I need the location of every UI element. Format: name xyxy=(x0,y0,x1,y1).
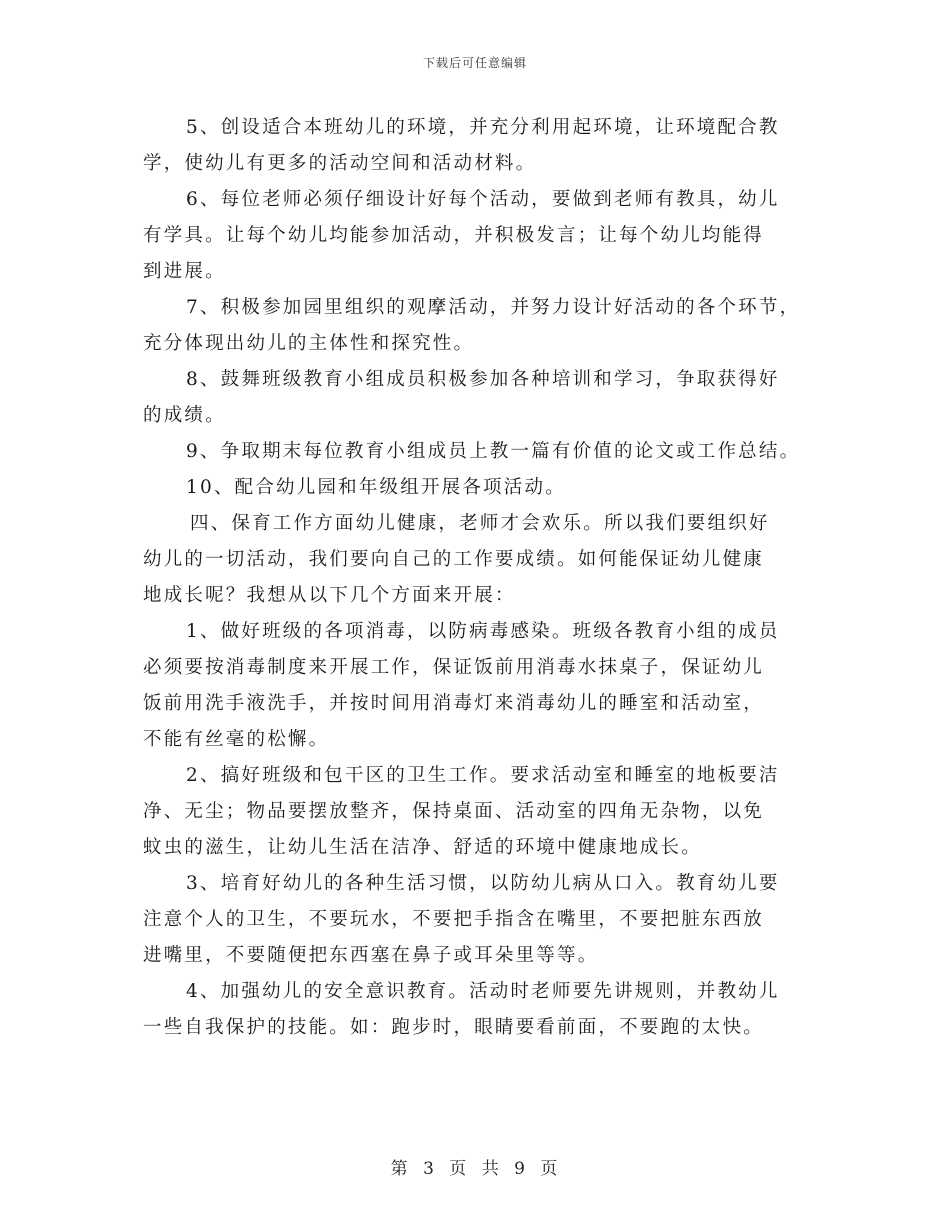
text-line: 四、保育工作方面幼儿健康，老师才会欢乐。所以我们要组织好 xyxy=(190,513,770,534)
paragraph-care-1 xyxy=(143,614,815,758)
text-line: 饭前用洗手液洗手，并按时间用消毒灯来消毒幼儿的睡室和活动室， xyxy=(143,693,765,714)
page-header-note: 下载后可任意编辑 xyxy=(422,56,527,70)
text-line: 注意个人的卫生，不要玩水，不要把手指含在嘴里，不要把脏东西放 xyxy=(143,909,765,930)
paragraph-item-6 xyxy=(143,182,815,290)
text-line: 一些自我保护的技能。如：跑步时，眼睛要看前面，不要跑的太快。 xyxy=(143,1017,765,1038)
text-line: 9、争取期末每位教育小组成员上教一篇有价值的论文或工作总结。 xyxy=(186,441,801,462)
paragraph-care-4 xyxy=(143,974,815,1046)
text-line: 蚊虫的滋生，让幼儿生活在洁净、舒适的环境中健康地成长。 xyxy=(143,837,702,858)
text-line: 4、加强幼儿的安全意识教育。活动时老师要先讲规则，并教幼儿 xyxy=(186,981,780,1002)
text-line: 不能有丝毫的松懈。 xyxy=(143,729,330,750)
text-line: 10、配合幼儿园和年级组开展各项活动。 xyxy=(186,477,566,498)
page-number-total-label: 共 xyxy=(481,1159,501,1179)
paragraph-item-7 xyxy=(143,290,815,362)
text-line: 有学具。让每个幼儿均能参加活动，并积极发言；让每个幼儿均能得 xyxy=(143,225,765,246)
document-body xyxy=(143,110,815,1046)
text-line: 的成绩。 xyxy=(143,405,226,426)
paragraph-item-8 xyxy=(143,362,815,434)
paragraph-care-3 xyxy=(143,866,815,974)
text-line: 充分体现出幼儿的主体性和探究性。 xyxy=(143,333,475,354)
page-number xyxy=(0,1154,950,1179)
text-line: 净、无尘；物品要摆放整齐，保持桌面、活动室的四角无杂物，以免 xyxy=(143,801,765,822)
text-line: 6、每位老师必须仔细设计好每个活动，要做到老师有教具，幼儿 xyxy=(186,189,780,210)
text-line: 8、鼓舞班级教育小组成员积极参加各种培训和学习，争取获得好 xyxy=(186,369,780,390)
text-line: 必须要按消毒制度来开展工作，保证饭前用消毒水抹桌子，保证幼儿 xyxy=(143,657,765,678)
text-line: 7、积极参加园里组织的观摩活动，并努力设计好活动的各个环节， xyxy=(186,297,801,318)
text-line: 3、培育好幼儿的各种生活习惯，以防幼儿病从口入。教育幼儿要 xyxy=(186,873,780,894)
text-line: 幼儿的一切活动，我们要向自己的工作要成绩。如何能保证幼儿健康 xyxy=(143,549,765,570)
paragraph-item-10 xyxy=(143,470,815,506)
text-line: 地成长呢？我想从以下几个方面来开展： xyxy=(143,585,516,606)
paragraph-section-4 xyxy=(143,506,815,614)
page-number-total: 9 xyxy=(514,1159,527,1179)
page-number-suffix: 页 xyxy=(540,1159,560,1179)
paragraph-item-9 xyxy=(143,434,815,470)
paragraph-care-2 xyxy=(143,758,815,866)
paragraph-item-5 xyxy=(143,110,815,182)
text-line: 进嘴里，不要随便把东西塞在鼻子或耳朵里等等。 xyxy=(143,945,599,966)
text-line: 到进展。 xyxy=(143,261,226,282)
text-line: 2、搞好班级和包干区的卫生工作。要求活动室和睡室的地板要洁 xyxy=(186,765,780,786)
page-number-prefix: 第 xyxy=(390,1159,410,1179)
text-line: 5、创设适合本班幼儿的环境，并充分利用起环境，让环境配合教 xyxy=(186,117,780,138)
text-line: 1、做好班级的各项消毒，以防病毒感染。班级各教育小组的成员 xyxy=(186,621,780,642)
page-number-mid: 页 xyxy=(449,1159,469,1179)
page-number-current: 3 xyxy=(423,1159,436,1179)
text-line: 学，使幼儿有更多的活动空间和活动材料。 xyxy=(143,153,537,174)
